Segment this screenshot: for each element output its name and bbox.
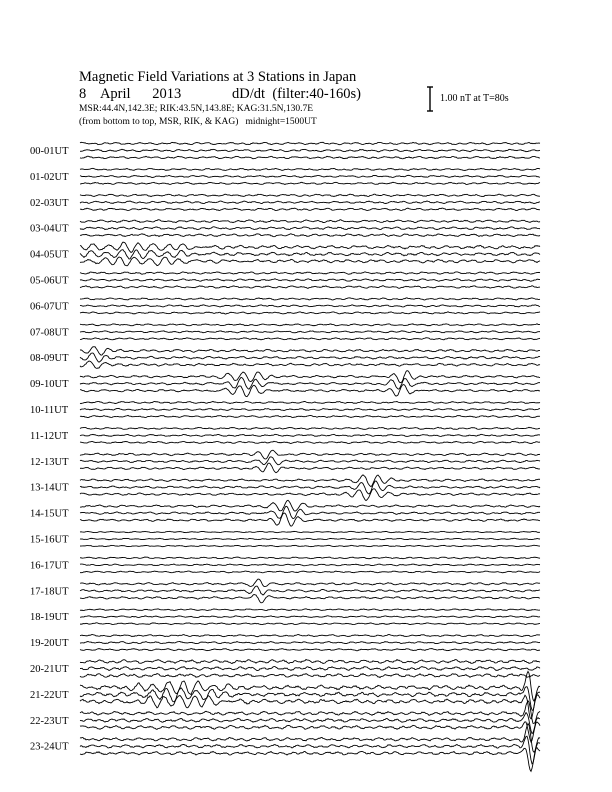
- hour-row-label: 05-06UT: [30, 275, 69, 287]
- station-trace-KAG: [80, 194, 540, 197]
- hour-row-label: 17-18UT: [30, 586, 69, 598]
- hour-row-label: 19-20UT: [30, 638, 69, 650]
- station-trace-KAG: [80, 500, 540, 511]
- station-trace-KAG: [80, 347, 540, 355]
- station-trace-MSR: [80, 463, 540, 473]
- hour-row-label: 10-11UT: [30, 405, 69, 416]
- station-trace-RIK: [80, 736, 540, 764]
- station-trace-MSR: [80, 156, 540, 159]
- hour-row-label: 01-02UT: [30, 171, 69, 183]
- station-trace-RIK: [80, 713, 540, 734]
- station-trace-MSR: [80, 489, 540, 501]
- station-trace-KAG: [80, 272, 540, 275]
- hour-row-label: 07-08UT: [30, 327, 69, 339]
- station-trace-RIK: [80, 457, 540, 465]
- hour-row: [30, 634, 540, 650]
- hourly-rows: [30, 142, 540, 771]
- scale-bar: [427, 87, 433, 111]
- station-trace-RIK: [80, 687, 540, 711]
- hour-row: [30, 401, 540, 417]
- hour-row: [30, 475, 540, 501]
- station-trace-MSR: [80, 361, 540, 368]
- hour-row: [30, 531, 540, 546]
- hour-row-label: 08-09UT: [30, 353, 69, 365]
- station-trace-KAG: [80, 634, 540, 636]
- station-trace-MSR: [80, 649, 540, 651]
- station-trace-KAG: [80, 531, 540, 532]
- hour-row-label: 00-01UT: [30, 146, 69, 157]
- station-trace-RIK: [80, 506, 540, 518]
- hour-row: [30, 324, 540, 340]
- stations-coordinates: MSR:44.4N,142.3E; RIK:43.5N,143.8E; KAG:31.5N,130.7E: [79, 104, 314, 114]
- hour-row: [30, 242, 540, 266]
- station-trace-MSR: [80, 571, 540, 573]
- station-trace-RIK: [80, 616, 540, 618]
- station-trace-RIK: [80, 586, 540, 595]
- station-trace-KAG: [80, 298, 540, 300]
- station-trace-KAG: [80, 401, 540, 403]
- hour-row: [30, 701, 540, 742]
- hour-row-label: 20-21UT: [30, 664, 69, 675]
- hour-row-label: 16-17UT: [30, 560, 69, 572]
- hour-row: [30, 557, 540, 573]
- station-trace-MSR: [80, 513, 540, 526]
- hour-row-label: 06-07UT: [30, 301, 69, 313]
- station-trace-RIK: [80, 538, 540, 539]
- station-trace-KAG: [80, 427, 540, 429]
- hour-row-label: 21-22UT: [30, 689, 69, 701]
- hour-row: [30, 272, 540, 289]
- hour-row: [30, 194, 540, 210]
- hour-row: [30, 347, 540, 369]
- station-trace-MSR: [80, 748, 540, 772]
- station-trace-KAG: [80, 142, 540, 144]
- hour-row-label: 11-12UT: [30, 430, 69, 442]
- station-trace-RIK: [80, 149, 540, 152]
- hour-row: [30, 371, 540, 397]
- hour-row-label: 04-05UT: [30, 249, 69, 261]
- station-trace-RIK: [80, 201, 540, 204]
- hour-row: [30, 450, 540, 472]
- hour-row: [30, 671, 540, 718]
- station-trace-KAG: [80, 557, 540, 559]
- hour-row: [30, 579, 540, 603]
- station-trace-MSR: [80, 338, 540, 340]
- station-trace-MSR: [80, 182, 540, 184]
- station-trace-MSR: [80, 385, 540, 397]
- station-trace-KAG: [80, 220, 540, 223]
- hour-row-label: 14-15UT: [30, 508, 69, 520]
- station-trace-RIK: [80, 175, 540, 177]
- station-trace-MSR: [80, 545, 540, 546]
- station-trace-RIK: [80, 642, 540, 644]
- hour-row: [30, 500, 540, 526]
- station-trace-KAG: [80, 609, 540, 611]
- station-trace-MSR: [80, 208, 540, 211]
- station-trace-MSR: [80, 312, 540, 314]
- station-trace-RIK: [80, 279, 540, 282]
- station-trace-MSR: [80, 695, 540, 719]
- hour-row-label: 22-23UT: [30, 715, 69, 727]
- date-filter-line: 8 April 2013 dD/dt (filter:40-160s): [79, 86, 361, 102]
- hour-row: [30, 609, 540, 625]
- hour-row-label: 23-24UT: [30, 741, 69, 753]
- station-trace-RIK: [80, 227, 540, 230]
- hour-row: [30, 142, 540, 159]
- hour-row: [30, 723, 540, 771]
- hour-row: [30, 427, 540, 443]
- hour-row: [30, 220, 540, 237]
- station-trace-RIK: [80, 481, 540, 494]
- hour-row-label: 09-10UT: [30, 379, 69, 391]
- station-trace-RIK: [80, 250, 540, 259]
- station-trace-MSR: [80, 674, 540, 678]
- hour-row-label: 15-16UT: [30, 534, 69, 546]
- station-trace-MSR: [80, 286, 540, 289]
- station-trace-MSR: [80, 234, 540, 237]
- scale-bar-label: 1.00 nT at T=80s: [440, 93, 509, 104]
- trace-order-note: (from bottom to top, MSR, RIK, & KAG) midnight=1500UT: [79, 117, 317, 127]
- station-trace-KAG: [80, 168, 540, 170]
- station-trace-RIK: [80, 353, 540, 362]
- station-trace-MSR: [80, 623, 540, 625]
- hour-row-label: 03-04UT: [30, 223, 69, 235]
- hour-row: [30, 659, 540, 677]
- station-trace-RIK: [80, 564, 540, 566]
- station-trace-KAG: [80, 324, 540, 326]
- station-trace-MSR: [80, 257, 540, 266]
- station-trace-KAG: [80, 579, 540, 586]
- station-trace-RIK: [80, 667, 540, 671]
- station-trace-RIK: [80, 377, 540, 389]
- hour-row: [30, 168, 540, 184]
- station-trace-KAG: [80, 450, 540, 459]
- station-trace-RIK: [80, 305, 540, 307]
- station-trace-MSR: [80, 441, 540, 443]
- station-trace-KAG: [80, 371, 540, 383]
- hour-row-label: 02-03UT: [30, 197, 69, 209]
- chart-title: Magnetic Field Variations at 3 Stations in Japan: [79, 69, 357, 85]
- station-trace-RIK: [80, 331, 540, 333]
- hour-row-label: 18-19UT: [30, 612, 69, 624]
- station-trace-KAG: [80, 659, 540, 663]
- station-trace-RIK: [80, 434, 540, 436]
- station-trace-RIK: [80, 408, 540, 410]
- hour-row-label: 13-14UT: [30, 482, 69, 494]
- station-trace-KAG: [80, 475, 540, 487]
- station-trace-MSR: [80, 594, 540, 602]
- station-trace-MSR: [80, 415, 540, 417]
- hour-row-label: 12-13UT: [30, 456, 69, 468]
- hour-row: [30, 298, 540, 314]
